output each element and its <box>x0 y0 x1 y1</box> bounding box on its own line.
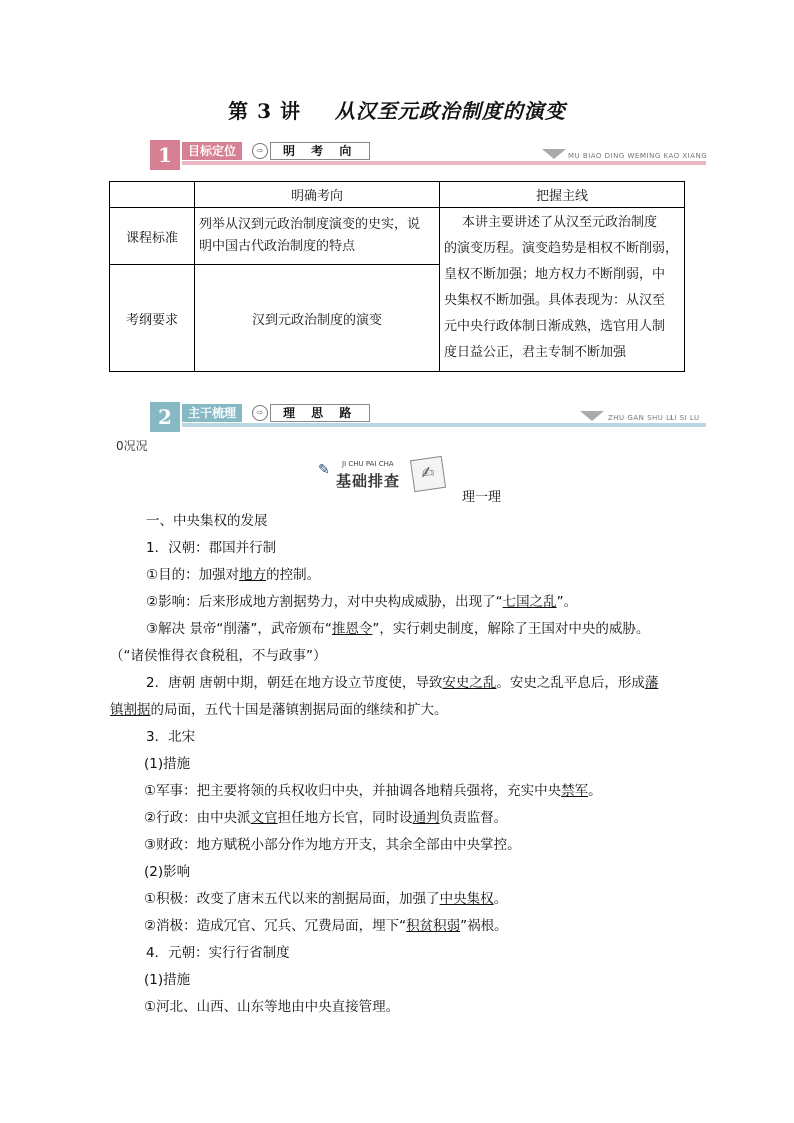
table-cell <box>195 208 440 265</box>
lesson-number: 第 3 讲 <box>228 99 301 123</box>
goals-table <box>109 181 685 372</box>
key-term: 积贫积弱 <box>406 918 461 934</box>
main-line-cell <box>440 208 685 372</box>
paragraph: ②影响：后来形成地方割据势力，对中央构成威胁，出现了“七国之乱”。 <box>146 594 578 610</box>
paragraph: (1)措施 <box>144 756 191 772</box>
chevron-down-icon <box>580 411 604 421</box>
lesson-title: 从汉至元政治制度的演变 <box>334 99 566 123</box>
paragraph: ②行政：由中央派文官担任地方长官，同时设通判负责监督。 <box>144 810 508 826</box>
logo-pinyin: JI CHU PAI CHA <box>342 460 394 468</box>
paragraph: (1)措施 <box>144 972 191 988</box>
logo-text: 基础排查 <box>336 472 401 490</box>
paragraph: ②消极：造成冗官、冗兵、冗费局面，埋下“积贫积弱”祸根。 <box>144 918 508 934</box>
page-title <box>0 95 794 124</box>
chevron-down-icon <box>542 149 566 159</box>
row-label: 考纲要求 <box>110 265 195 372</box>
section-number: 2 <box>150 402 180 432</box>
paragraph: ①军事：把主要将领的兵权收归中央，并抽调各地精兵强将，充实中央禁军。 <box>144 783 602 799</box>
paragraph: 镇割据的局面，五代十国是藩镇割据局面的继续和扩大。 <box>110 702 448 718</box>
paragraph: 4．元朝：实行行省制度 <box>146 945 290 961</box>
paragraph: (2)影响 <box>144 864 191 880</box>
row-label: 课程标准 <box>110 208 195 265</box>
key-term: 通判 <box>412 810 440 826</box>
key-term: 禁军 <box>561 783 589 799</box>
paragraph: 3．北宋 <box>146 729 196 745</box>
table-header <box>110 182 195 208</box>
key-term: 安史之乱 <box>442 675 497 691</box>
table-row <box>110 208 685 265</box>
key-term: 地方 <box>239 567 267 583</box>
stray-note: 0况况 <box>116 439 148 453</box>
key-term: 文官 <box>250 810 278 826</box>
cell-line: 本讲主要讲述了从汉至元政治制度 <box>462 215 658 230</box>
paragraph: ①积极：改变了唐末五代以来的割据局面，加强了中央集权。 <box>144 891 508 907</box>
banner-pinyin: MING KAO XIANG <box>640 152 708 160</box>
cell-line: 元中央行政体制日渐成熟，选官用人制 <box>444 319 666 334</box>
cell-line: 列举从汉到元政治制度演变的史实，说 <box>199 217 421 232</box>
table-cell: 汉到元政治制度的演变 <box>195 265 440 372</box>
banner-stripe <box>182 161 706 165</box>
paragraph: （“诸侯惟得衣食税租，不与政事”） <box>110 648 327 664</box>
paragraph: ③解决 景帝“削藩”，武帝颁布“推恩令”，实行刺史制度，解除了王国对中央的威胁。 <box>146 621 650 637</box>
pen-icon: ✎ <box>318 462 330 478</box>
key-term: 镇割据 <box>110 702 151 718</box>
section-subtitle: 理 思 路 <box>270 404 370 422</box>
table-header-row <box>110 182 685 208</box>
key-term: 推恩令 <box>331 621 373 637</box>
cell-line: 皇权不断加强；地方权力不断削弱，中 <box>444 267 666 282</box>
key-term: 七国之乱 <box>502 594 557 610</box>
arrow-circle-icon: ⇨ <box>252 405 268 421</box>
arrow-circle-icon: ⇨ <box>252 143 268 159</box>
paragraph: 2．唐朝 唐朝中期，朝廷在地方设立节度使，导致安史之乱。安史之乱平息后，形成藩 <box>146 675 659 691</box>
section-label: 主干梳理 <box>182 404 242 422</box>
cell-line: 的演变历程。演变趋势是相权不断削弱， <box>444 241 679 256</box>
paragraph: ③财政：地方赋税小部分作为地方开支，其余全部由中央掌控。 <box>144 837 521 853</box>
paragraph: 1．汉朝：郡国并行制 <box>146 540 277 556</box>
content-body <box>110 508 690 1021</box>
banner-pinyin: ZHU GAN SHU LI <box>608 414 674 422</box>
cell-line: 明中国古代政治制度的特点 <box>199 239 356 254</box>
section-number: 1 <box>150 140 180 170</box>
key-term: 藩 <box>644 675 659 691</box>
cell-line: 度日益公正，君主专制不断加强 <box>444 345 627 360</box>
banner-stripe <box>182 423 706 427</box>
section-banner-2 <box>150 402 706 434</box>
table-header: 明确考向 <box>195 182 440 208</box>
cell-line: 央集权不断加强。具体表现为：从汉至 <box>444 293 666 308</box>
paper-icon: ✍ <box>410 456 446 492</box>
section-banner-1 <box>150 140 706 172</box>
banner-pinyin: LI SI LU <box>670 414 700 422</box>
paragraph: ①目的：加强对地方的控制。 <box>146 567 321 583</box>
basic-check-logo <box>318 458 448 492</box>
key-term: 中央集权 <box>439 891 494 907</box>
heading: 一、中央集权的发展 <box>146 513 268 529</box>
subsection-title: 理一理 <box>462 490 502 505</box>
section-subtitle: 明 考 向 <box>270 142 370 160</box>
table-header: 把握主线 <box>440 182 685 208</box>
section-label: 目标定位 <box>182 142 242 160</box>
banner-pinyin: MU BIAO DING WEI <box>568 152 643 160</box>
paragraph: ①河北、山西、山东等地由中央直接管理。 <box>144 999 400 1015</box>
